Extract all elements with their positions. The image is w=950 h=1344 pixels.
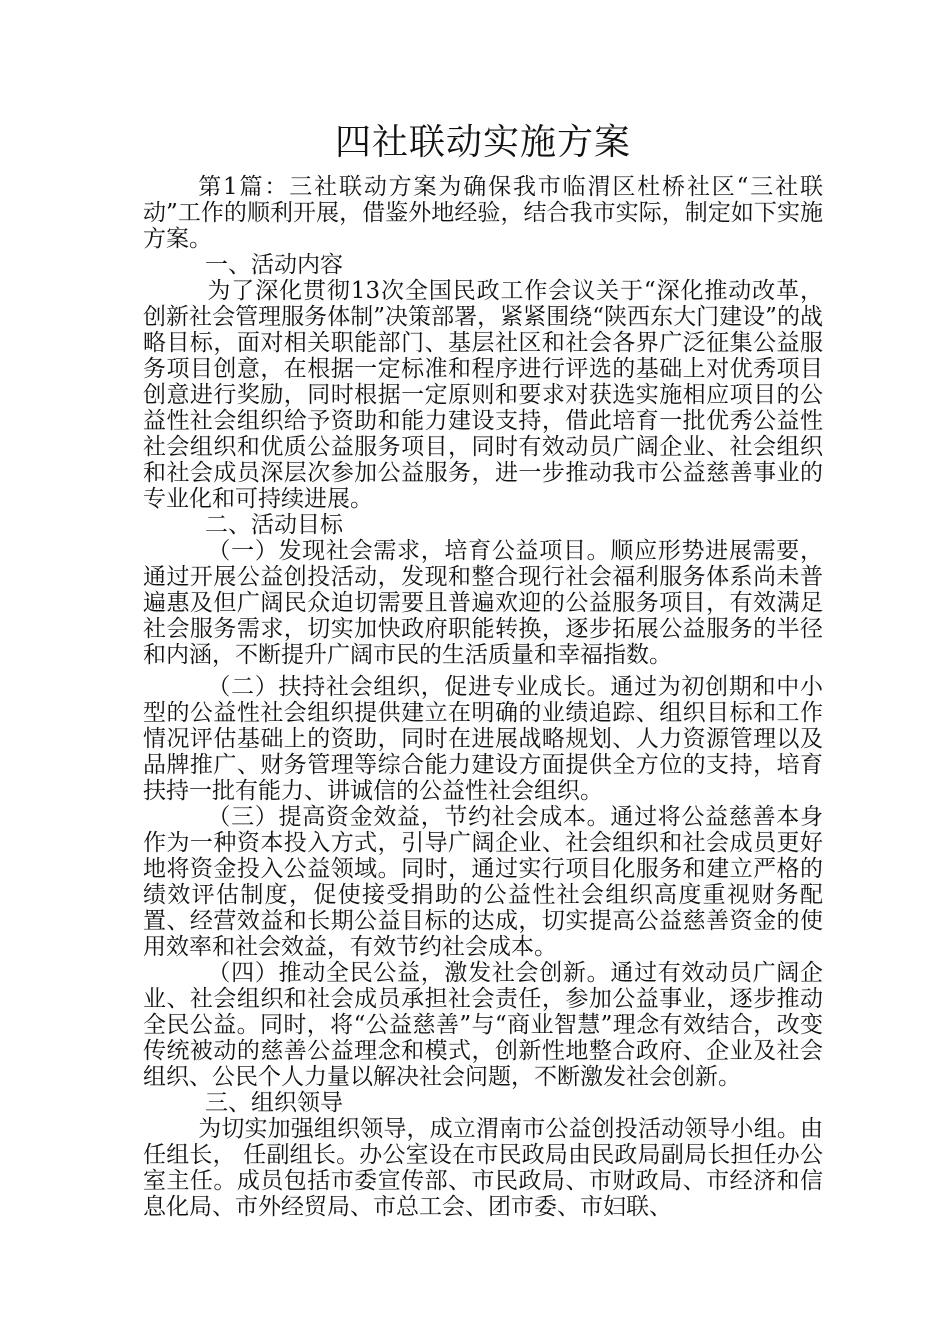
section1-heading: 一、活动内容 [205,252,343,278]
goal1-paragraph: （一）发现社会需求，培育公益项目。顺应形势进展需要，通过开展公益创投活动，发现和整合现行社会福利服务体系尚未普遍惠及但广阔民众迫切需要且普遍欢迎的公益服务项目，有效满足社会服务需求，切实加快政府职能转换，逐步拓展公益服务的半径和内涵，不断提升广阔市民的生活质量和幸福指数。 [143,538,823,668]
document-title: 四社联动实施方案 [334,122,631,163]
document-page [143,118,823,1220]
section1-paragraph: 为了深化贯彻13次全国民政工作会议关于“深化推动改革，创新社会管理服务体制”决策部署，紧紧围绕“陕西东大门建设”的战略目标，面对相关职能部门、基层社区和社会各界广泛征集公益服务项目创意，在根据一定标准和程序进行评选的基础上对优秀项目创意进行奖励，同时根据一定原则和要求对获选实施相应项目的公益性社会组织给予资助和能力建设支持，借此培育一批优秀公益性社会组织和优质公益服务项目，同时有效动员广阔企业、社会组织和社会成员深层次参加公益服务，进一步推动我市公益慈善事业的专业化和可持续进展。 [143,278,823,512]
section2-heading: 二、活动目标 [205,512,343,538]
goal2-paragraph: （二）扶持社会组织，促进专业成长。通过为初创期和中小型的公益性社会组织提供建立在明确的业绩追踪、组织目标和工作情况评估基础上的资助，同时在进展战略规划、人力资源管理以及品牌推广、财务管理等综合能力建设方面提供全方位的支持，培育扶持一批有能力、讲诚信的公益性社会组织。 [143,674,823,804]
section3-heading: 三、组织领导 [205,1090,343,1116]
section3-paragraph: 为切实加强组织领导，成立渭南市公益创投活动领导小组。由 任组长， 任副组长。办公室设在市民政局由民政局副局长担任办公室主任。成员包括市委宣传部、市民政局、市财政局、市经济和信息化局、市外经贸局、市总工会、团市委、市妇联、 [143,1116,823,1220]
goal4-paragraph: （四）推动全民公益，激发社会创新。通过有效动员广阔企业、社会组织和社会成员承担社会责任，参加公益事业，逐步推动全民公益。同时，将“公益慈善”与“商业智慧”理念有效结合，改变传统被动的慈善公益理念和模式，创新性地整合政府、企业及社会组织、公民个人力量以解决社会问题，不断激发社会创新。 [143,960,823,1090]
intro-paragraph: 第1篇：三社联动方案为确保我市临渭区杜桥社区“三社联动”工作的顺利开展，借鉴外地经验，结合我市实际，制定如下实施方案。 [143,174,823,252]
goal3-paragraph: （三）提高资金效益，节约社会成本。通过将公益慈善本身作为一种资本投入方式，引导广阔企业、社会组织和社会成员更好地将资金投入公益领域。同时，通过实行项目化服务和建立严格的绩效评估制度，促使接受捐助的公益性社会组织高度重视财务配置、经营效益和长期公益目标的达成，切实提高公益慈善资金的使用效率和社会效益，有效节约社会成本。 [143,804,823,960]
